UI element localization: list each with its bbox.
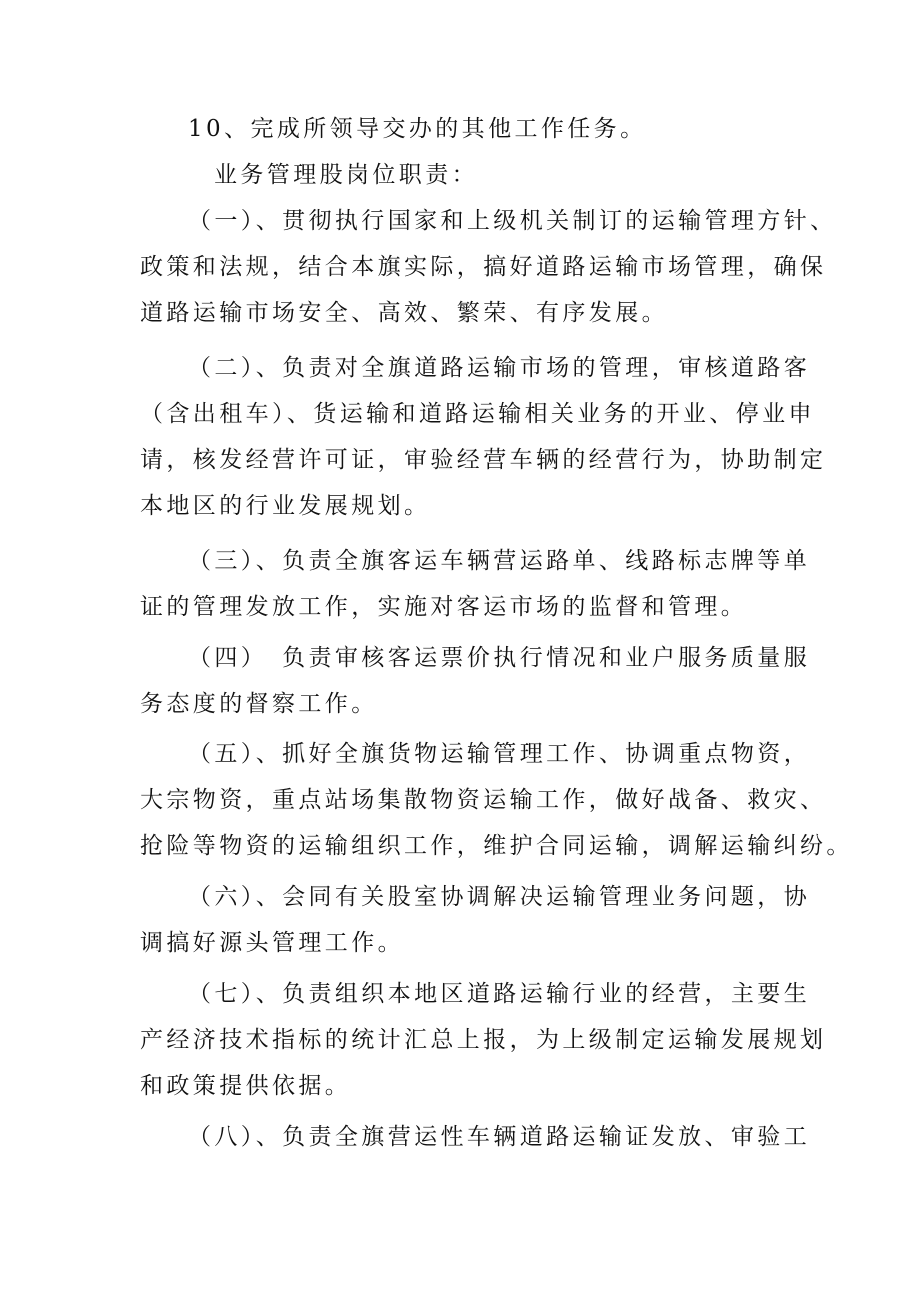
text-line: 务态度的督察工作。: [140, 691, 378, 717]
text-line: （二）、负责对全旗道路运输市场的管理，审核道路客: [188, 355, 811, 381]
text-line: 政策和法规，结合本旗实际，搞好道路运输市场管理，确保: [140, 254, 827, 280]
text-line: （八）、负责全旗营运性车辆道路运输证发放、审验工: [188, 1124, 811, 1150]
text-line: 抢险等物资的运输组织工作，维护合同运输，调解运输纠纷。: [140, 833, 853, 859]
text-line: 10、完成所领导交办的其他工作任务。: [188, 116, 647, 142]
text-line: 和政策提供依据。: [140, 1073, 352, 1099]
text-line: （七）、负责组织本地区道路运输行业的经营，主要生: [188, 981, 811, 1007]
section-heading: 业务管理股岗位职责：: [214, 162, 478, 188]
text-line: 请，核发经营许可证，审验经营车辆的经营行为，协助制定: [140, 447, 827, 473]
text-line: 调搞好源头管理工作。: [140, 930, 404, 956]
text-line: 产经济技术指标的统计汇总上报，为上级制定运输发展规划: [140, 1027, 827, 1053]
text-line: 道路运输市场安全、高效、繁荣、有序发展。: [140, 300, 668, 326]
text-line: （一）、贯彻执行国家和上级机关制订的运输管理方针、: [188, 208, 837, 234]
text-line: （五）、抓好全旗货物运输管理工作、协调重点物资，: [188, 741, 811, 767]
text-line: （六）、会同有关股室协调解决运输管理业务问题，协: [188, 884, 811, 910]
text-line: 本地区的行业发展规划。: [140, 493, 431, 519]
text-line: 证的管理发放工作，实施对客运市场的监督和管理。: [140, 594, 748, 620]
text-line: （三）、负责全旗客运车辆营运路单、线路标志牌等单: [188, 548, 811, 574]
text-line: 大宗物资，重点站场集散物资运输工作，做好战备、救灾、: [140, 787, 827, 813]
text-line: （含出租车）、货运输和道路运输相关业务的开业、停业申: [140, 401, 815, 427]
text-line: （四） 负责审核客运票价执行情况和业户服务质量服: [188, 645, 811, 671]
